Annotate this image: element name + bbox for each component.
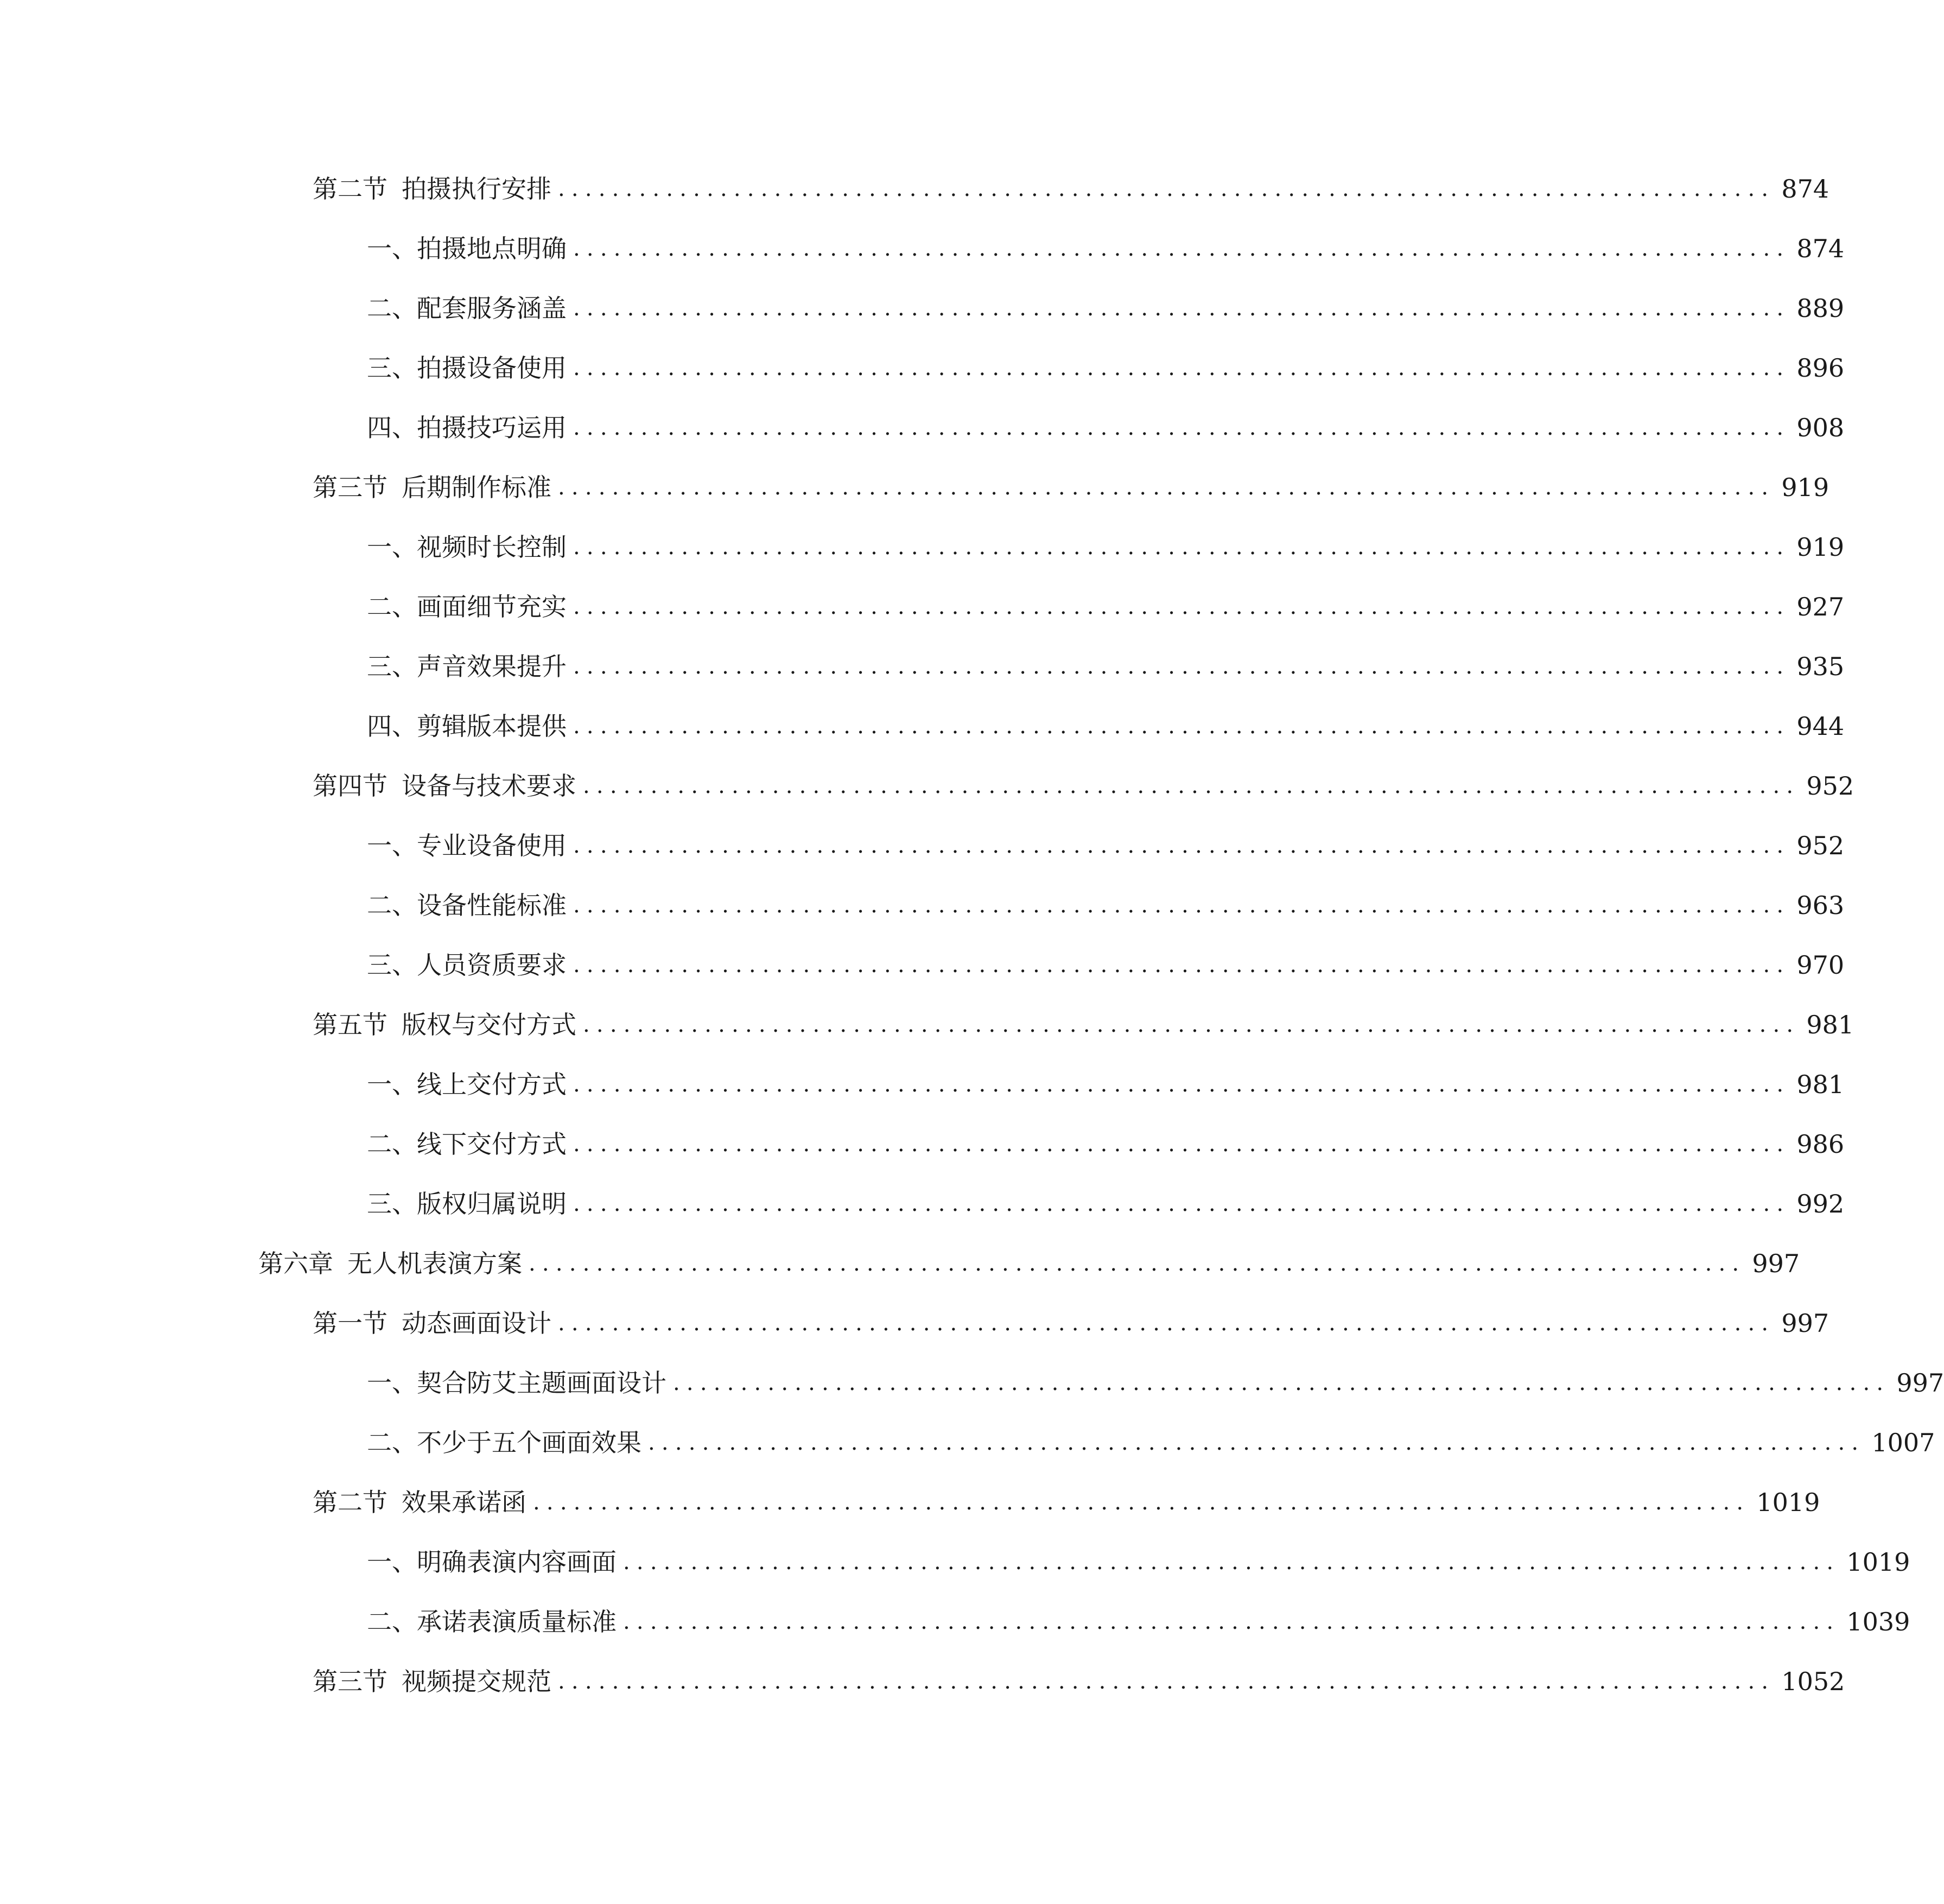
dot-leader: .......................................................................................... bbox=[573, 535, 1790, 560]
toc-entry-prefix: 二、 bbox=[367, 294, 417, 323]
toc-entry-page: 963 bbox=[1796, 891, 1845, 920]
toc-entry-page: 997 bbox=[1752, 1249, 1800, 1278]
toc-entry-title: 拍摄执行安排 bbox=[402, 174, 551, 204]
toc-entry-page: 1007 bbox=[1871, 1428, 1935, 1457]
toc-entry-title: 不少于五个画面效果 bbox=[417, 1428, 641, 1457]
toc-entry-title: 线下交付方式 bbox=[417, 1129, 567, 1159]
toc-entry-title: 专业设备使用 bbox=[417, 831, 567, 860]
toc-entry[interactable] bbox=[258, 1242, 1800, 1285]
toc-entry[interactable] bbox=[367, 406, 1845, 449]
dot-leader: .......................................................................................... bbox=[573, 236, 1790, 261]
toc-entry-page: 1019 bbox=[1846, 1547, 1910, 1577]
toc-entry-prefix: 二、 bbox=[367, 1129, 417, 1159]
toc-entry-title: 视频时长控制 bbox=[417, 532, 567, 562]
toc-entry[interactable] bbox=[367, 1600, 1910, 1643]
toc-entry-prefix: 二、 bbox=[367, 1607, 417, 1636]
toc-entry-prefix: 第二节 bbox=[313, 174, 387, 204]
toc-entry[interactable] bbox=[313, 466, 1829, 509]
toc-entry-page: 927 bbox=[1796, 592, 1845, 621]
dot-leader: .......................................................................................... bbox=[529, 1251, 1746, 1276]
toc-entry-prefix: 一、 bbox=[367, 1547, 417, 1577]
toc-entry-prefix: 第六章 bbox=[258, 1249, 333, 1278]
dot-leader: .......................................................................................... bbox=[573, 953, 1790, 978]
toc-entry-prefix: 二、 bbox=[367, 1428, 417, 1457]
toc-entry-prefix: 一、 bbox=[367, 1368, 417, 1398]
toc-entry-prefix: 一、 bbox=[367, 532, 417, 562]
toc-entry-page: 919 bbox=[1796, 532, 1845, 562]
toc-entry-prefix: 第一节 bbox=[313, 1309, 387, 1338]
toc-entry-title: 承诺表演质量标准 bbox=[417, 1607, 617, 1636]
toc-entry-title: 无人机表演方案 bbox=[347, 1249, 522, 1278]
toc-entry[interactable] bbox=[313, 1302, 1829, 1345]
dot-leader: .......................................................................................... bbox=[573, 296, 1790, 321]
dot-leader: .......................................................................................... bbox=[533, 1490, 1750, 1515]
toc-entry[interactable] bbox=[367, 1182, 1845, 1226]
toc-entry-page: 997 bbox=[1781, 1309, 1829, 1338]
toc-entry[interactable] bbox=[313, 764, 1854, 808]
toc-entry[interactable] bbox=[367, 585, 1845, 629]
dot-leader: .......................................................................................... bbox=[573, 415, 1790, 440]
toc-entry[interactable] bbox=[367, 1122, 1845, 1166]
toc-entry[interactable] bbox=[367, 1361, 1944, 1405]
dot-leader: .......................................................................................... bbox=[573, 1191, 1790, 1216]
toc-entry-title: 明确表演内容画面 bbox=[417, 1547, 617, 1577]
toc-entry-page: 981 bbox=[1796, 1070, 1845, 1099]
toc-entry-title: 契合防艾主题画面设计 bbox=[417, 1368, 666, 1398]
toc-entry-title: 线上交付方式 bbox=[417, 1070, 567, 1099]
dot-leader: .......................................................................................... bbox=[573, 356, 1790, 380]
toc-entry-title: 视频提交规范 bbox=[402, 1667, 551, 1696]
toc-entry-prefix: 三、 bbox=[367, 353, 417, 383]
toc-entry-page: 919 bbox=[1781, 473, 1829, 502]
dot-leader: .......................................................................................... bbox=[573, 1132, 1790, 1157]
dot-leader: .......................................................................................... bbox=[573, 594, 1790, 619]
toc-entry-page: 970 bbox=[1796, 950, 1845, 980]
dot-leader: .......................................................................................... bbox=[558, 1669, 1775, 1694]
toc-entry-prefix: 二、 bbox=[367, 592, 417, 621]
dot-leader: .......................................................................................... bbox=[583, 773, 1800, 798]
toc-entry-prefix: 第三节 bbox=[313, 1667, 387, 1696]
toc-entry[interactable] bbox=[313, 1481, 1820, 1524]
toc-entry-page: 992 bbox=[1796, 1189, 1845, 1218]
toc-entry[interactable] bbox=[367, 645, 1845, 688]
toc-entry-prefix: 三、 bbox=[367, 652, 417, 681]
toc-entry-title: 剪辑版本提供 bbox=[417, 712, 567, 741]
toc-entry-prefix: 三、 bbox=[367, 950, 417, 980]
toc-entry-prefix: 四、 bbox=[367, 712, 417, 741]
toc-entry-page: 952 bbox=[1806, 771, 1854, 801]
toc-entry-prefix: 第四节 bbox=[313, 771, 387, 801]
toc-entry-page: 935 bbox=[1796, 652, 1845, 681]
toc-entry-prefix: 一、 bbox=[367, 1070, 417, 1099]
dot-leader: .......................................................................................... bbox=[558, 176, 1775, 201]
toc-entry-page: 889 bbox=[1796, 294, 1845, 323]
toc-entry-prefix: 四、 bbox=[367, 413, 417, 442]
toc-entry-page: 1052 bbox=[1781, 1667, 1845, 1696]
toc-entry-prefix: 一、 bbox=[367, 234, 417, 263]
toc-entry[interactable] bbox=[367, 1063, 1845, 1106]
toc-entry-page: 874 bbox=[1796, 234, 1845, 263]
toc-entry-title: 拍摄地点明确 bbox=[417, 234, 567, 263]
toc-entry-title: 效果承诺函 bbox=[402, 1488, 526, 1517]
toc-entry-title: 画面细节充实 bbox=[417, 592, 567, 621]
toc-entry[interactable] bbox=[313, 167, 1829, 211]
toc-entry-prefix: 二、 bbox=[367, 891, 417, 920]
toc-entry-title: 人员资质要求 bbox=[417, 950, 567, 980]
toc-entry-title: 设备性能标准 bbox=[417, 891, 567, 920]
toc-entry-title: 声音效果提升 bbox=[417, 652, 567, 681]
toc-entry[interactable] bbox=[367, 227, 1845, 270]
dot-leader: .......................................................................................... bbox=[648, 1430, 1865, 1455]
toc-entry-title: 后期制作标准 bbox=[402, 473, 551, 502]
toc-entry-title: 动态画面设计 bbox=[402, 1309, 551, 1338]
toc-entry-prefix: 一、 bbox=[367, 831, 417, 860]
toc-entry[interactable] bbox=[367, 943, 1845, 987]
toc-entry-prefix: 第五节 bbox=[313, 1010, 387, 1039]
toc-entry-page: 986 bbox=[1796, 1129, 1845, 1159]
dot-leader: .......................................................................................... bbox=[673, 1370, 1890, 1395]
toc-entry-title: 设备与技术要求 bbox=[402, 771, 576, 801]
toc-entry-title: 拍摄设备使用 bbox=[417, 353, 567, 383]
dot-leader: .......................................................................................... bbox=[573, 1072, 1790, 1097]
dot-leader: .......................................................................................... bbox=[583, 1012, 1800, 1037]
toc-entry-page: 1039 bbox=[1846, 1607, 1910, 1636]
toc-entry[interactable] bbox=[367, 287, 1845, 330]
dot-leader: .......................................................................................... bbox=[573, 833, 1790, 858]
toc-entry-page: 908 bbox=[1796, 413, 1845, 442]
toc-entry-page: 944 bbox=[1796, 712, 1845, 741]
toc-entry[interactable] bbox=[367, 525, 1845, 569]
toc-entry-page: 997 bbox=[1896, 1368, 1944, 1398]
dot-leader: .......................................................................................... bbox=[623, 1550, 1840, 1575]
dot-leader: .......................................................................................... bbox=[573, 654, 1790, 679]
toc-entry-title: 配套服务涵盖 bbox=[417, 294, 567, 323]
toc-entry-page: 874 bbox=[1781, 174, 1829, 204]
toc-entry-page: 981 bbox=[1806, 1010, 1854, 1039]
toc-entry[interactable] bbox=[367, 824, 1845, 867]
toc-entry-title: 版权与交付方式 bbox=[402, 1010, 576, 1039]
toc-entry-page: 1019 bbox=[1756, 1488, 1820, 1517]
toc-entry[interactable] bbox=[367, 346, 1845, 390]
toc-entry-page: 952 bbox=[1796, 831, 1845, 860]
toc-entry[interactable] bbox=[367, 1540, 1910, 1584]
toc-entry-title: 版权归属说明 bbox=[417, 1189, 567, 1218]
dot-leader: .......................................................................................... bbox=[558, 475, 1775, 500]
toc-entry[interactable] bbox=[367, 1421, 1935, 1464]
dot-leader: .......................................................................................... bbox=[623, 1609, 1840, 1634]
dot-leader: .......................................................................................... bbox=[573, 893, 1790, 918]
dot-leader: .......................................................................................... bbox=[558, 1311, 1775, 1336]
toc-entry-prefix: 三、 bbox=[367, 1189, 417, 1218]
toc-entry[interactable] bbox=[313, 1003, 1854, 1046]
dot-leader: .......................................................................................... bbox=[573, 714, 1790, 739]
toc-entry-page: 896 bbox=[1796, 353, 1845, 383]
toc-entry[interactable] bbox=[367, 884, 1845, 927]
toc-entry-prefix: 第二节 bbox=[313, 1488, 387, 1517]
toc-entry-title: 拍摄技巧运用 bbox=[417, 413, 567, 442]
toc-entry-prefix: 第三节 bbox=[313, 473, 387, 502]
toc-entry[interactable] bbox=[367, 705, 1845, 748]
toc-entry[interactable] bbox=[313, 1660, 1845, 1703]
